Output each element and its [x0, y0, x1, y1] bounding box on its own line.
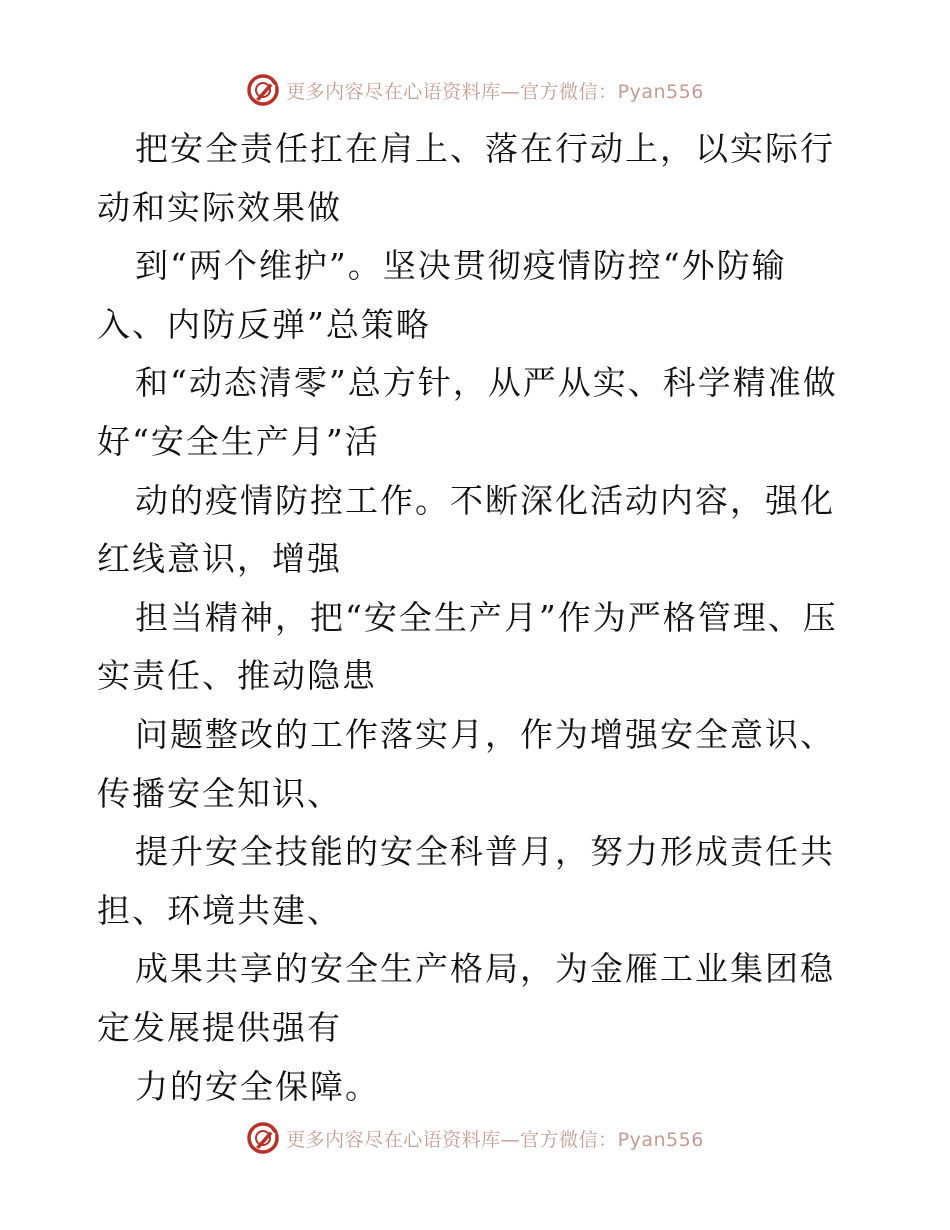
paragraph: 力的安全保障。 [135, 1066, 380, 1106]
brand-logo-icon [246, 73, 280, 107]
paragraph: 担当精神，把“安全生产月”作为严格管理、压实责任、推动隐患 [97, 597, 838, 696]
paragraph: 提升安全技能的安全科普月，努力形成责任共担、环境共建、 [97, 832, 835, 930]
paragraph: 成果共享的安全生产格局，为金雁工业集团稳定发展提供强有 [97, 949, 835, 1047]
paragraph: 动的疫情防控工作。不断深化活动内容，强化红线意识，增强 [97, 480, 835, 579]
paragraph: 把安全责任扛在肩上、落在行动上，以实际行动和实际效果做 [97, 129, 835, 227]
document-body [97, 120, 855, 1116]
header-watermark-text: 更多内容尽在心语资料库—官方微信：Pyan556 [286, 80, 704, 103]
paragraph: 和“动态清零”总方针，从严从实、科学精准做好“安全生产月”活 [97, 363, 838, 461]
paragraph: 问题整改的工作落实月，作为增强安全意识、传播安全知识、 [97, 714, 835, 813]
paragraph: 到“两个维护”。坚决贯彻疫情防控“外防输入、内防反弹”总策略 [97, 246, 787, 344]
header-watermark [0, 70, 950, 110]
brand-logo-icon [246, 1121, 280, 1155]
footer-watermark-text: 更多内容尽在心语资料库—官方微信：Pyan556 [286, 1128, 704, 1151]
footer-watermark [0, 1118, 950, 1158]
